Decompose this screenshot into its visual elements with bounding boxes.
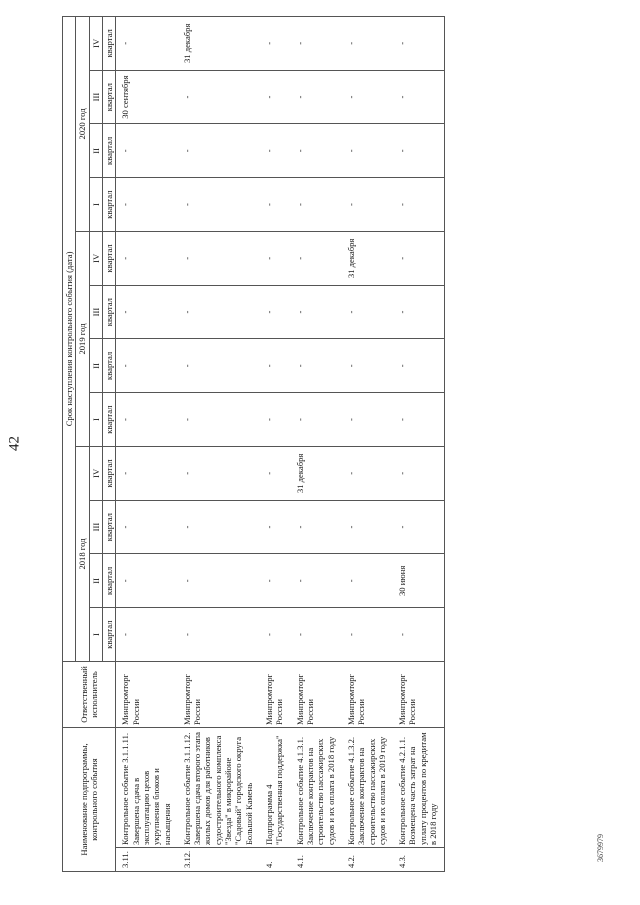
row-date-cell: -	[291, 178, 342, 232]
quarter-word: квартал	[102, 554, 115, 608]
quarter-number: II	[89, 124, 102, 178]
header-deadline: Срок наступления контрольного события (дата)	[63, 16, 76, 661]
row-date-cell: -	[116, 554, 178, 608]
quarter-number: III	[89, 285, 102, 339]
row-date-cell: -	[260, 500, 291, 554]
row-date-cell: -	[116, 446, 178, 500]
row-date-cell: -	[178, 231, 260, 285]
row-date-cell: -	[342, 554, 393, 608]
row-date-cell: -	[393, 231, 445, 285]
row-date-cell: -	[178, 554, 260, 608]
quarter-number: IV	[89, 231, 102, 285]
row-date-cell: -	[342, 608, 393, 662]
row-date-cell: -	[342, 178, 393, 232]
row-responsible: Минпромторг России	[342, 661, 393, 727]
row-date-cell: -	[260, 446, 291, 500]
row-date-cell: -	[260, 178, 291, 232]
row-date-cell: -	[291, 339, 342, 393]
quarter-word: квартал	[102, 16, 115, 70]
quarter-word: квартал	[102, 285, 115, 339]
row-date-cell: -	[178, 500, 260, 554]
row-date-cell: -	[393, 608, 445, 662]
quarter-number: III	[89, 70, 102, 124]
row-date-cell: -	[116, 500, 178, 554]
row-date-cell: -	[116, 393, 178, 447]
quarter-number: III	[89, 500, 102, 554]
row-date-cell: -	[116, 285, 178, 339]
year-header: 2018 год	[76, 446, 89, 661]
row-responsible: Минпромторг России	[291, 661, 342, 727]
row-date-cell: -	[342, 70, 393, 124]
row-date-cell: -	[260, 231, 291, 285]
quarter-number: I	[89, 608, 102, 662]
quarter-number: I	[89, 393, 102, 447]
row-date-cell: -	[342, 446, 393, 500]
control-events-table	[62, 16, 445, 872]
table-row	[393, 16, 445, 871]
row-date-cell: -	[291, 554, 342, 608]
row-date-cell: -	[342, 500, 393, 554]
row-date-cell: -	[393, 16, 445, 70]
row-name: Контрольное событие 4.2.1.1. Возмещена часть затрат на уплату процентов по кредитам в 2018 году	[393, 727, 445, 847]
quarter-word: квартал	[102, 339, 115, 393]
row-date-cell: -	[178, 178, 260, 232]
quarter-number: II	[89, 554, 102, 608]
row-date-cell: -	[393, 124, 445, 178]
row-date-cell: -	[291, 608, 342, 662]
quarter-word: квартал	[102, 178, 115, 232]
row-date-cell: -	[260, 70, 291, 124]
quarter-word: квартал	[102, 608, 115, 662]
row-date-cell: -	[291, 70, 342, 124]
row-date-cell: -	[291, 16, 342, 70]
row-date-cell: -	[260, 554, 291, 608]
row-date-cell: -	[260, 608, 291, 662]
row-number: 3.11.	[116, 848, 178, 872]
quarter-word: квартал	[102, 231, 115, 285]
row-name: Контрольное событие 3.1.1.11. Завершена сдача в эксплуатацию цехов укрупнения блоков и насыщения	[116, 727, 178, 847]
row-number: 4.	[260, 848, 291, 872]
row-responsible: Минпромторг России	[116, 661, 178, 727]
row-date-cell: -	[291, 500, 342, 554]
table-row	[342, 16, 393, 871]
row-date-cell: 31 декабря	[178, 16, 260, 70]
row-date-cell: -	[393, 393, 445, 447]
row-date-cell: 30 сентября	[116, 70, 178, 124]
row-date-cell: -	[393, 446, 445, 500]
row-date-cell: -	[291, 231, 342, 285]
quarter-number: II	[89, 339, 102, 393]
row-date-cell: -	[260, 393, 291, 447]
row-date-cell: -	[342, 393, 393, 447]
row-name: Контрольное событие 4.1.3.1. Заключение контрактов на строительство пассажирских судов и их оплата в 2018 году	[291, 727, 342, 847]
row-date-cell: -	[291, 285, 342, 339]
row-date-cell: 31 декабря	[291, 446, 342, 500]
row-date-cell: -	[393, 339, 445, 393]
rotated-table-container	[62, 17, 580, 872]
row-date-cell: -	[178, 339, 260, 393]
row-date-cell: -	[260, 124, 291, 178]
table-row	[291, 16, 342, 871]
row-date-cell: -	[178, 608, 260, 662]
row-date-cell: 30 июня	[393, 554, 445, 608]
row-date-cell: -	[393, 285, 445, 339]
row-date-cell: -	[116, 339, 178, 393]
row-number: 3.12.	[178, 848, 260, 872]
row-date-cell: -	[178, 124, 260, 178]
quarter-word: квартал	[102, 446, 115, 500]
table-row	[178, 16, 260, 871]
row-date-cell: -	[178, 393, 260, 447]
row-date-cell: -	[393, 178, 445, 232]
row-name: Контрольное событие 4.1.3.2. Заключение контрактов на строительство пассажирских судов и их оплата в 2019 году	[342, 727, 393, 847]
header-name: Наименование подпрограммы, контрольного события	[63, 727, 116, 871]
row-date-cell: -	[342, 124, 393, 178]
row-date-cell: -	[393, 500, 445, 554]
row-responsible: Минпромторг России	[393, 661, 445, 727]
row-date-cell: -	[178, 446, 260, 500]
quarter-word: квартал	[102, 124, 115, 178]
row-date-cell: -	[342, 339, 393, 393]
quarter-number: IV	[89, 16, 102, 70]
row-number: 4.2.	[342, 848, 393, 872]
row-name: Подпрограмма 4 "Государственная поддержка"	[260, 727, 291, 847]
row-date-cell: -	[393, 70, 445, 124]
row-date-cell: -	[116, 608, 178, 662]
row-date-cell: -	[178, 70, 260, 124]
row-date-cell: -	[116, 178, 178, 232]
year-header: 2020 год	[76, 16, 89, 231]
row-date-cell: -	[116, 231, 178, 285]
row-date-cell: -	[260, 285, 291, 339]
table-row	[260, 16, 291, 871]
table-row	[116, 16, 178, 871]
row-responsible: Минпромторг России	[178, 661, 260, 727]
row-date-cell: -	[342, 285, 393, 339]
quarter-word: квартал	[102, 500, 115, 554]
quarter-number: I	[89, 178, 102, 232]
page-number: 42	[6, 436, 23, 451]
row-date-cell: -	[291, 124, 342, 178]
header-responsible: Ответственный исполнитель	[63, 661, 116, 727]
row-date-cell: -	[291, 393, 342, 447]
year-header: 2019 год	[76, 231, 89, 446]
row-date-cell: -	[116, 16, 178, 70]
row-number: 4.1.	[291, 848, 342, 872]
row-number: 4.3.	[393, 848, 445, 872]
quarter-word: квартал	[102, 70, 115, 124]
row-date-cell: -	[116, 124, 178, 178]
row-date-cell: 31 декабря	[342, 231, 393, 285]
row-name: Контрольное событие 3.1.1.12. Завершена сдача второго этапа жилых домов для работников судостроительного комплекса "Звезда" в микрорайоне "Садовый" городского округа Большой Камень	[178, 727, 260, 847]
quarter-word: квартал	[102, 393, 115, 447]
row-date-cell: -	[342, 16, 393, 70]
quarter-number: IV	[89, 446, 102, 500]
row-responsible: Минпромторг России	[260, 661, 291, 727]
row-date-cell: -	[260, 339, 291, 393]
document-code: 3679979	[596, 834, 605, 862]
row-date-cell: -	[260, 16, 291, 70]
row-date-cell: -	[178, 285, 260, 339]
